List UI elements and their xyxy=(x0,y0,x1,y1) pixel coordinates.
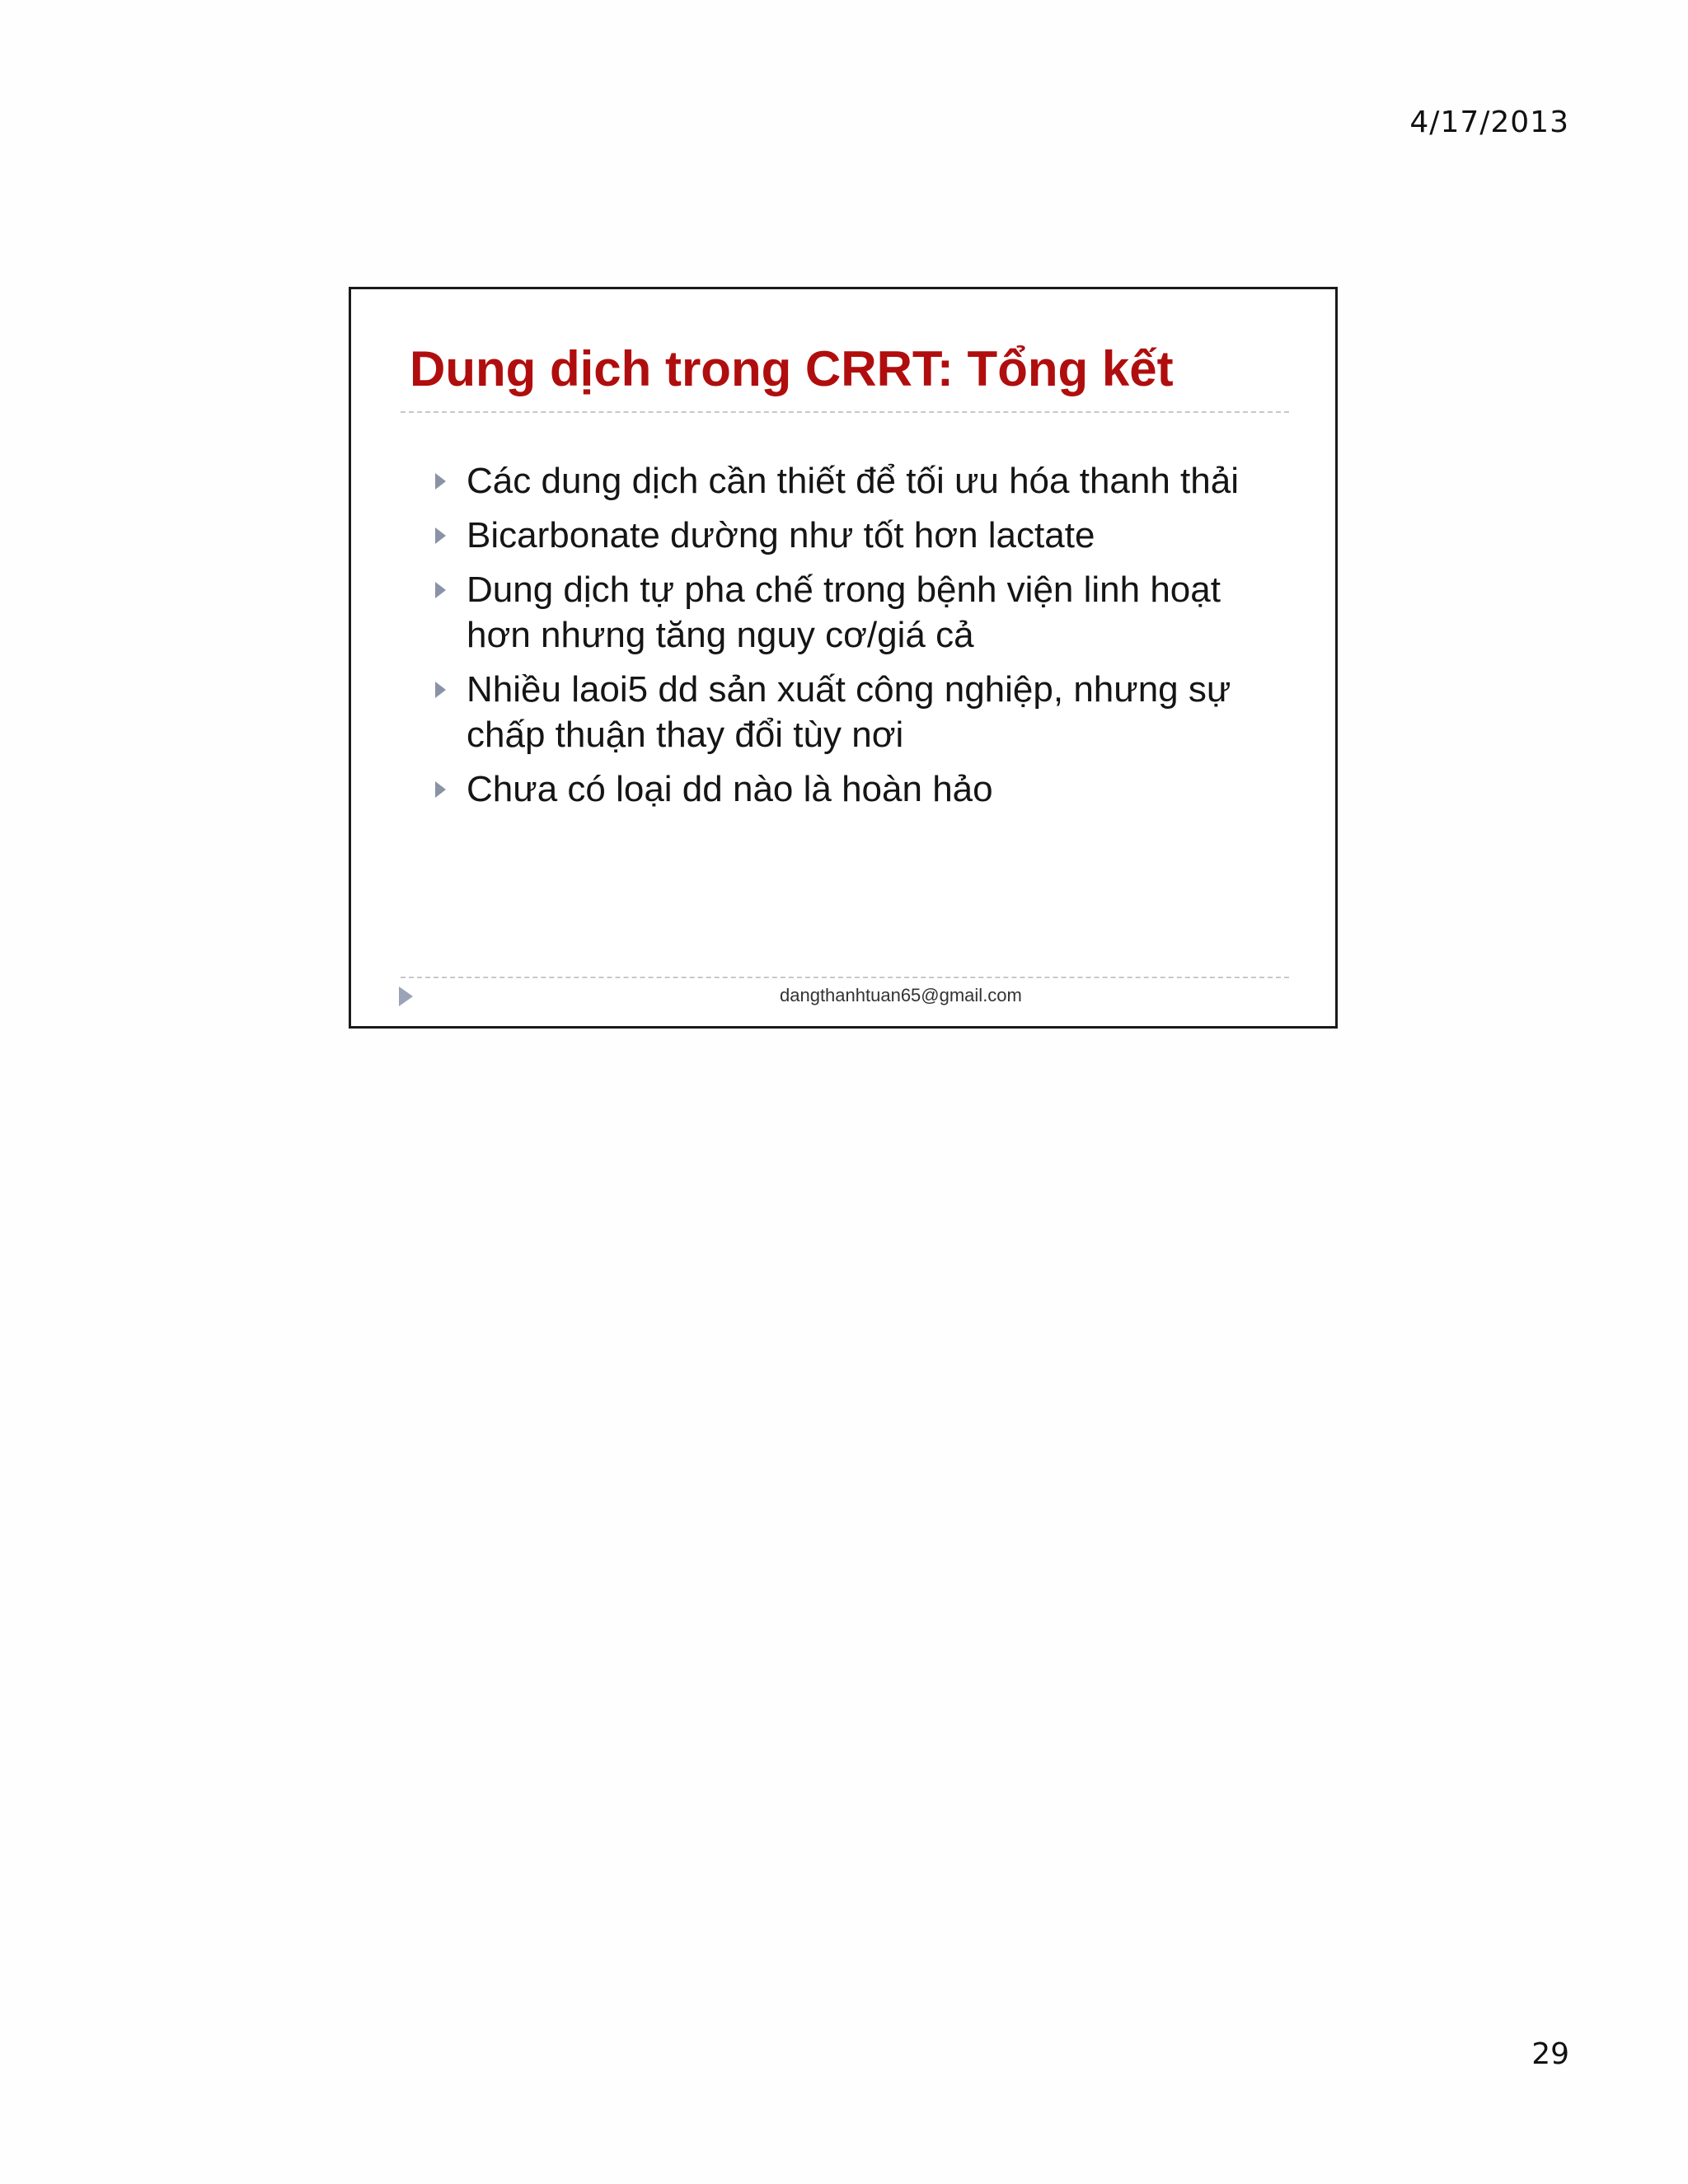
list-item xyxy=(434,766,1291,812)
page-number: 29 xyxy=(1531,2037,1569,2071)
list-item xyxy=(434,567,1291,658)
page-date: 4/17/2013 xyxy=(1409,105,1569,139)
footer-divider xyxy=(401,977,1289,978)
bullet-text: Nhiều laoi5 dd sản xuất công nghiệp, nhưng sự chấp thuận thay đổi tùy nơi xyxy=(467,669,1231,755)
triangle-right-icon xyxy=(435,682,446,698)
footer-email: dangthanhtuan65@gmail.com xyxy=(780,985,1022,1005)
slide-title: Dung dịch trong CRRT: Tổng kết xyxy=(410,341,1174,396)
slide xyxy=(349,287,1338,1029)
list-item xyxy=(434,513,1291,558)
triangle-right-icon xyxy=(435,473,446,490)
triangle-right-icon xyxy=(435,781,446,798)
bullet-text: Dung dịch tự pha chế trong bệnh viện linh hoạt hơn nhưng tăng nguy cơ/giá cả xyxy=(467,569,1221,655)
bullet-text: Bicarbonate dường như tốt hơn lactate xyxy=(467,515,1095,555)
list-item xyxy=(434,667,1291,757)
bullet-list xyxy=(434,458,1291,821)
triangle-right-icon xyxy=(435,527,446,544)
list-item xyxy=(434,458,1291,504)
triangle-right-icon xyxy=(435,582,446,598)
bullet-text: Chưa có loại dd nào là hoàn hảo xyxy=(467,769,993,809)
triangle-right-icon xyxy=(399,987,413,1006)
bullet-text: Các dung dịch cần thiết để tối ưu hóa thanh thải xyxy=(467,461,1239,501)
title-divider xyxy=(401,411,1289,413)
